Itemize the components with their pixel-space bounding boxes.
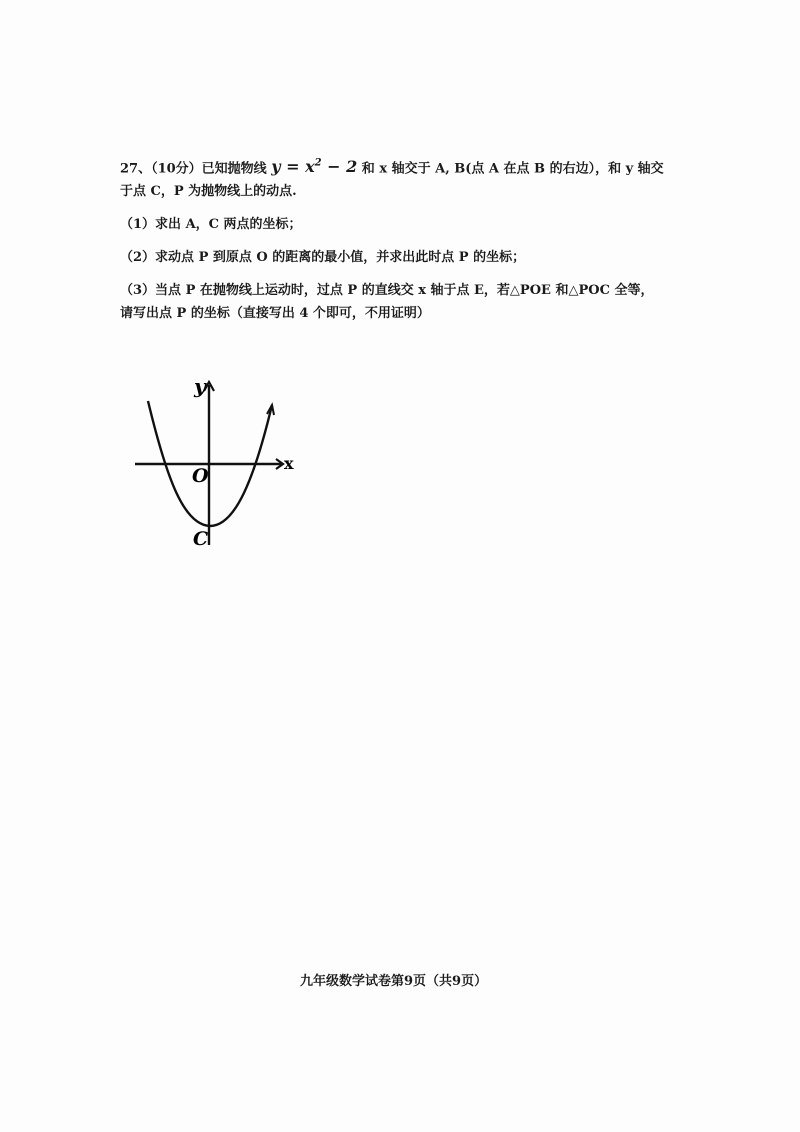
x-axis-label: x [284,454,294,473]
problem-header-suffix: 和 x 轴交于 A, B(点 A 在点 B 的右边），和 y 轴交 [357,161,664,177]
formula-exponent: 2 [314,158,322,169]
parabola-figure-svg [120,365,320,565]
y-axis-label: y [194,374,206,398]
origin-label: O [192,465,209,487]
question-2: （2）求动点 P 到原点 O 的距离的最小值，并求出此时点 P 的坐标； [120,250,526,265]
problem-number-and-points: 27、（10分）已知抛物线 [120,161,272,177]
problem-header-line [120,155,664,178]
question-3-line-1: （3）当点 P 在抛物线上运动时，过点 P 的直线交 x 轴于点 E，若△POE 和△POC 全等， [120,283,654,298]
parabola-figure [120,365,320,565]
question-1: （1）求出 A，C 两点的坐标； [120,217,302,232]
page-footer: 九年级数学试卷第9页（共9页） [300,974,488,989]
question-3-line-2: 请写出点 P 的坐标（直接写出 4 个即可，不用证明） [120,306,430,321]
point-c-label: C [193,528,209,550]
parabola-formula [271,157,357,176]
problem-line-2: 于点 C，P 为抛物线上的动点. [120,184,297,199]
formula-lhs: y = x [271,157,315,177]
formula-rhs: − 2 [321,157,358,177]
